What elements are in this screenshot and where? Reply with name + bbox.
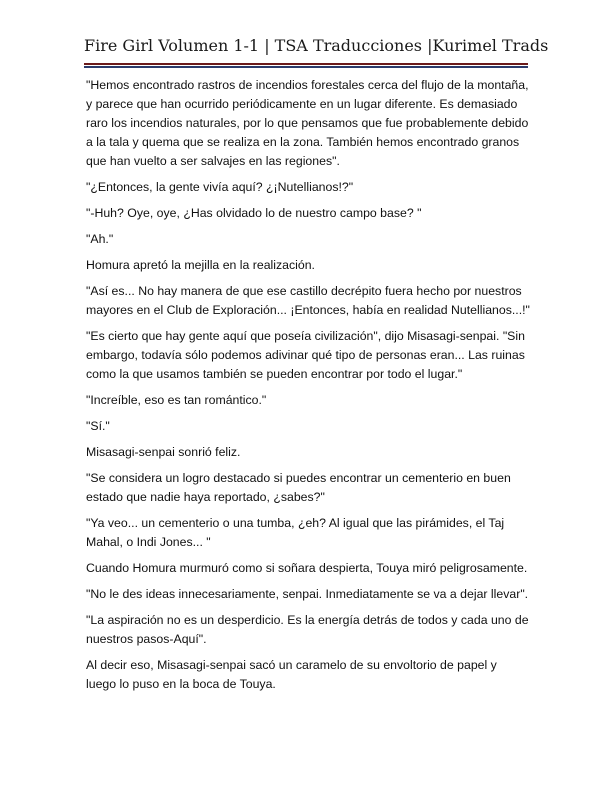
paragraph: Cuando Homura murmuró como si soñara despierta, Touya miró peligrosamente. xyxy=(86,561,528,575)
header-rule-bottom xyxy=(84,66,528,68)
paragraph: "Hemos encontrado rastros de incendios forestales cerca del flujo de la montaña, y parece que han ocurrido periódicamente en un lugar diferente. Es demasiado raro los incendios naturales, por lo que pensamos que fue probablemente debido a la tala y quema que se realiza en la zona. También hemos encontrado granos que han vuelto a ser salvajes en las regiones". xyxy=(86,78,529,168)
paragraph: "Es cierto que hay gente aquí que poseía civilización", dijo Misasagi-senpai. "Sin embargo, todavía sólo podemos adivinar qué tipo de personas eran... Las ruinas como la que usamos también se pueden encontrar por todo el lugar." xyxy=(86,329,525,381)
paragraph: "Se considera un logro destacado si puedes encontrar un cementerio en buen estado que nadie haya reportado, ¿sabes?" xyxy=(86,471,511,504)
paragraph: "La aspiración no es un desperdicio. Es la energía detrás de todos y cada uno de nuestros pasos-Aquí". xyxy=(86,613,529,646)
paragraph: "Increíble, eso es tan romántico." xyxy=(86,393,267,407)
page-header-title: Fire Girl Volumen 1-1 | TSA Traducciones |Kurimel Trads xyxy=(84,36,549,55)
paragraph: Al decir eso, Misasagi-senpai sacó un caramelo de su envoltorio de papel y luego lo puso en la boca de Touya. xyxy=(86,658,497,691)
paragraph: Homura apretó la mejilla en la realización. xyxy=(86,258,315,272)
paragraph: "-Huh? Oye, oye, ¿Has olvidado lo de nuestro campo base? " xyxy=(86,206,422,220)
paragraph: "Así es... No hay manera de que ese castillo decrépito fuera hecho por nuestros mayores en el Club de Exploración... ¡Entonces, había en realidad Nutellianos...!" xyxy=(86,284,530,317)
paragraph: "Ya veo... un cementerio o una tumba, ¿eh? Al igual que las pirámides, el Taj Mahal, o Indi Jones... " xyxy=(86,516,505,549)
paragraph: "No le des ideas innecesariamente, senpai. Inmediatamente se va a dejar llevar". xyxy=(86,587,529,601)
paragraph: "Ah." xyxy=(86,232,114,246)
paragraph: "¿Entonces, la gente vivía aquí? ¿¡Nutellianos!?" xyxy=(86,180,354,194)
paragraph: "Sí." xyxy=(86,419,110,433)
document-body xyxy=(86,76,530,701)
header-rule-top xyxy=(84,63,528,65)
paragraph: Misasagi-senpai sonrió feliz. xyxy=(86,445,241,459)
